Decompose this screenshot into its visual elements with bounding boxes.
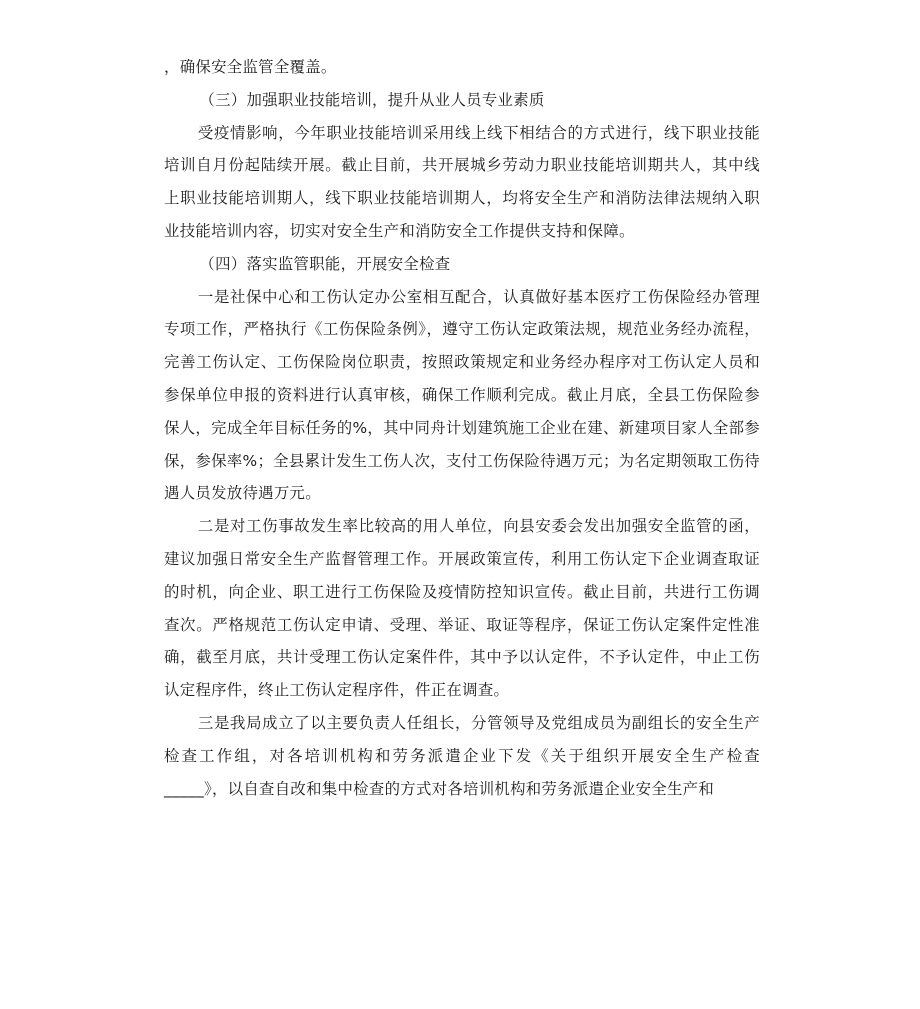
paragraph-third-measure: 三是我局成立了以主要负责人任组长，分管领导及党组成员为副组长的安全生产检查工作组，对各培训机构和劳务派遣企业下发《关于组织开展安全生产检查_____》，以自查自改和集中检查的方式对各培训机构和劳务派遣企业安全生产和: [164, 713, 760, 798]
paragraph-continuation: ，确保安全监管全覆盖。: [164, 58, 337, 76]
paragraph-first-measure: 一是社保中心和工伤认定办公室相互配合，认真做好基本医疗工伤保险经办管理专项工作，严格执行《工伤保险条例》，遵守工伤认定政策法规，规范业务经办流程，完善工伤认定、工伤保险岗位职责，按照政策规定和业务经办程序对工伤认定人员和参保单位申报的资料进行认真审核，确保工作顺利完成。截止月底，全县工伤保险参保人，完成全年目标任务的%，其中同舟计划建筑施工企业在建、新建项目家人全部参保，参保率%；全县累计发生工伤人次，支付工伤保险待遇万元；为名定期领取工伤待遇人员发放待遇万元。: [164, 287, 760, 503]
paragraph-second-measure: 二是对工伤事故发生率比较高的用人单位，向县安委会发出加强安全监管的函，建议加强日常安全生产监督管理工作。开展政策宣传，利用工伤认定下企业调查取证的时机，向企业、职工进行工伤保险及疫情防控知识宣传。截止目前，共进行工伤调查次。严格规范工伤认定申请、受理、举证、取证等程序，保证工伤认定案件定性准确，截至月底，共计受理工伤认定案件件，其中予以认定件，不予认定件，中止工伤认定程序件，终止工伤认定程序件，件正在调查。: [164, 517, 760, 700]
section-heading-3: （三）加强职业技能培训，提升从业人员专业素质: [199, 90, 545, 109]
document-body: [164, 51, 760, 805]
section-heading-4: （四）落实监管职能，开展安全检查: [199, 254, 451, 273]
paragraph-training: 受疫情影响，今年职业技能培训采用线上线下相结合的方式进行，线下职业技能培训自月份起陆续开展。截止目前，共开展城乡劳动力职业技能培训期共人，其中线上职业技能培训期人，线下职业技能培训期人，均将安全生产和消防法律法规纳入职业技能培训内容，切实对安全生产和消防安全工作提供支持和保障。: [164, 123, 760, 240]
